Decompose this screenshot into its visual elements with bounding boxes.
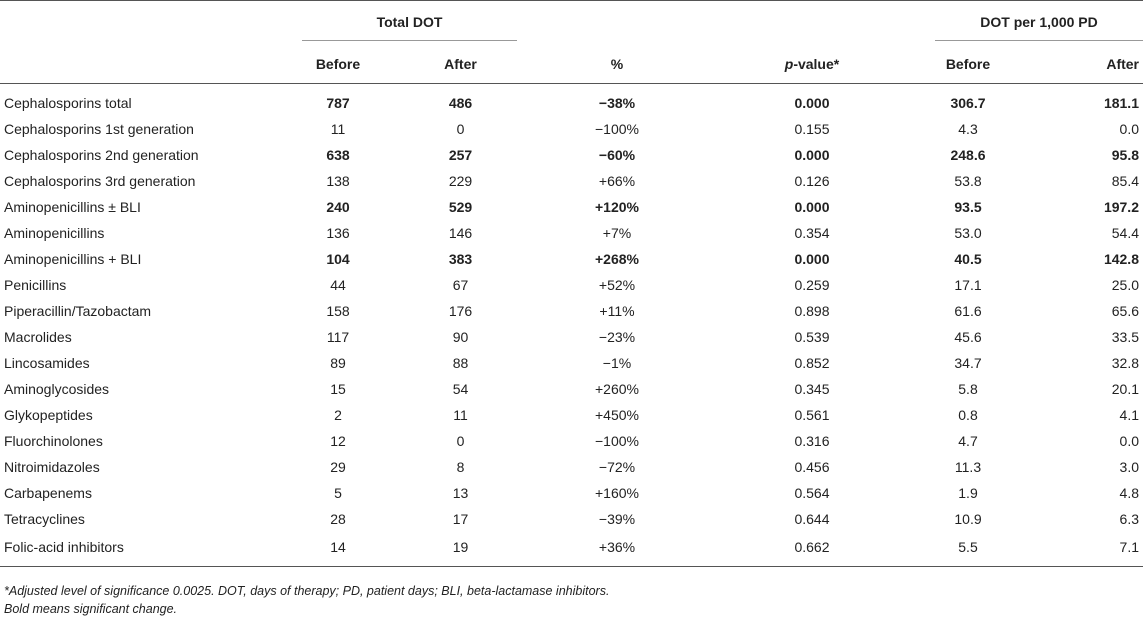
cell-percent-change: −100% [595,433,639,449]
cell-pd-after: 6.3 [1119,511,1139,527]
header-empty-cell [517,1,717,46]
footnote-significance: *Adjusted level of significance 0.0025. DOT, days of therapy; PD, patient days; BLI, beta-lactamase inhibitors. [4,584,610,598]
cell-pvalue: 0.000 [794,251,830,267]
cell-pd-after: 7.1 [1029,532,1143,567]
cell-dot-before: 240 [326,199,350,215]
cell-percent-change: +7% [602,225,632,241]
cell-pd-before: 5.8 [958,381,978,397]
cell-percent-change: +11% [599,303,635,319]
cell-pd-after: 95.8 [1111,147,1139,163]
cell-dot-after: 67 [452,277,469,293]
cell-pd-after: 0.0 [1119,433,1139,449]
cell-pvalue: 0.561 [794,407,830,423]
footnotes [4,582,609,618]
cell-pd-before: 5.5 [907,532,1029,567]
cell-pd-before: 4.3 [958,121,978,137]
cell-pd-before: 4.7 [958,433,978,449]
row-label: Lincosamides [4,355,90,371]
cell-pvalue: 0.564 [794,485,830,501]
cell-pd-before: 11.3 [954,459,982,475]
pvalue-p-label: p [784,56,794,72]
cell-percent-change: −38% [598,95,636,111]
row-label: Macrolides [4,329,72,345]
cell-percent-change: +160% [595,485,639,501]
cell-dot-after: 54 [452,381,469,397]
cell-pvalue: 0.316 [794,433,830,449]
cell-pvalue: 0.644 [794,511,830,527]
table-body [0,84,1143,567]
cell-pvalue: 0.852 [794,355,830,371]
cell-dot-before: 44 [330,277,346,293]
cell-pd-after: 85.4 [1111,173,1139,189]
table-row [0,246,1143,272]
header-column-row [0,45,1143,84]
cell-pd-after: 25.0 [1111,277,1139,293]
cell-percent-change: −60% [598,147,636,163]
cell-pvalue: 0.898 [794,303,830,319]
cell-percent-change: +120% [595,199,639,215]
cell-percent-change: +450% [595,407,639,423]
row-label: Cephalosporins 2nd generation [4,147,199,163]
cell-pd-after: 181.1 [1103,95,1139,111]
cell-dot-before: 2 [334,407,342,423]
cell-pd-before: 10.9 [954,511,982,527]
total-dot-label: Total DOT [376,14,443,30]
col-header-pd-before: Before [907,45,1029,84]
header-group-row [0,1,1143,46]
table-row [0,168,1143,194]
cell-pd-after: 32.8 [1111,355,1139,371]
cell-dot-after: 0 [456,121,465,137]
cell-percent-change: −1% [602,355,632,371]
cell-percent-change: +268% [595,251,639,267]
cell-pd-before: 61.6 [954,303,982,319]
cell-dot-before: 787 [326,95,350,111]
header-empty-cell [0,45,272,84]
header-empty-cell [717,1,907,46]
col-header-pvalue [717,45,907,84]
table-row [0,506,1143,532]
cell-pd-before: 93.5 [954,199,982,215]
cell-pd-after: 0.0 [1119,121,1139,137]
cell-pvalue: 0.345 [794,381,830,397]
cell-percent-change: −39% [598,511,636,527]
cell-pvalue: 0.000 [794,95,830,111]
row-label: Piperacillin/Tazobactam [4,303,152,319]
cell-percent-change: +52% [598,277,636,293]
cell-dot-after: 19 [404,532,517,567]
cell-percent-change: +36% [517,532,717,567]
table-row [0,350,1143,376]
col-header-dot-before: Before [272,45,404,84]
cell-dot-before: 5 [334,485,342,501]
pvalue-rest-label: -value* [793,56,840,72]
cell-pd-before: 45.6 [954,329,982,345]
header-empty-cell [0,1,272,46]
row-label: Carbapenems [4,485,92,501]
cell-dot-before: 15 [330,381,346,397]
row-label: Folic-acid inhibitors [0,532,272,567]
table-row [0,376,1143,402]
table-row [0,324,1143,350]
cell-dot-before: 104 [326,251,350,267]
cell-dot-before: 14 [272,532,404,567]
cell-pd-after: 3.0 [1119,459,1139,475]
cell-dot-before: 11 [330,121,346,137]
cell-pvalue: 0.155 [794,121,830,137]
cell-dot-before: 638 [326,147,350,163]
cell-dot-after: 17 [452,511,469,527]
table-row [0,84,1143,117]
cell-percent-change: −100% [595,121,639,137]
cell-dot-before: 28 [330,511,346,527]
cell-pd-before: 53.0 [954,225,982,241]
footnote-bold-meaning: Bold means significant change. [4,602,178,616]
row-label: Aminopenicillins [4,225,105,241]
row-label: Penicillins [4,277,67,293]
cell-pvalue: 0.000 [794,199,830,215]
cell-dot-after: 90 [452,329,469,345]
table-row [0,142,1143,168]
cell-pvalue: 0.000 [794,147,830,163]
cell-dot-after: 13 [452,485,469,501]
cell-pvalue: 0.456 [794,459,830,475]
cell-pd-before: 17.1 [954,277,982,293]
cell-pvalue: 0.354 [794,225,830,241]
table-row [0,194,1143,220]
cell-pd-after: 33.5 [1111,329,1139,345]
table-row [0,454,1143,480]
cell-dot-before: 29 [330,459,346,475]
row-label: Cephalosporins 3rd generation [4,173,196,189]
cell-dot-after: 11 [453,407,468,423]
cell-pd-before: 248.6 [950,147,986,163]
cell-dot-after: 257 [448,147,473,163]
row-label: Fluorchinolones [4,433,103,449]
cell-percent-change: −23% [598,329,636,345]
total-dot-group-header [272,1,517,46]
cell-dot-after: 229 [448,173,473,189]
col-header-percent: % [517,45,717,84]
cell-pd-before: 34.7 [954,355,982,371]
row-label: Cephalosporins 1st generation [4,121,194,137]
cell-pd-before: 53.8 [954,173,982,189]
cell-pd-after: 197.2 [1103,199,1139,215]
row-label: Cephalosporins total [4,95,132,111]
cell-dot-before: 138 [326,173,350,189]
cell-pvalue: 0.539 [794,329,830,345]
col-header-pd-after: After [1029,45,1143,84]
cell-dot-after: 0 [456,433,465,449]
row-label: Glykopeptides [4,407,93,423]
cell-dot-after: 146 [448,225,473,241]
cell-percent-change: +260% [595,381,639,397]
table-row [0,272,1143,298]
dot-per-pd-label: DOT per 1,000 PD [980,14,1098,30]
cell-percent-change: +66% [598,173,636,189]
table-row [0,428,1143,454]
cell-pvalue: 0.662 [717,532,907,567]
cell-dot-after: 8 [456,459,465,475]
cell-dot-after: 529 [448,199,473,215]
cell-pvalue: 0.259 [794,277,830,293]
cell-dot-before: 12 [330,433,346,449]
cell-dot-before: 117 [326,329,350,345]
cell-pd-before: 306.7 [950,95,986,111]
cell-dot-after: 383 [448,251,473,267]
cell-dot-after: 176 [448,303,473,319]
cell-pd-after: 65.6 [1111,303,1139,319]
table-row [0,480,1143,506]
cell-pd-before: 1.9 [958,485,978,501]
cell-percent-change: −72% [598,459,636,475]
cell-pvalue: 0.126 [794,173,830,189]
cell-pd-after: 142.8 [1103,251,1139,267]
row-label: Nitroimidazoles [4,459,100,475]
cell-pd-after: 54.4 [1111,225,1139,241]
row-label: Aminopenicillins ± BLI [4,199,141,215]
cell-dot-after: 486 [448,95,473,111]
cell-dot-after: 88 [452,355,469,371]
table-row [0,532,1143,567]
table-row [0,220,1143,246]
col-header-dot-after: After [404,45,517,84]
cell-dot-before: 136 [326,225,350,241]
row-label: Tetracyclines [4,511,85,527]
table-row [0,116,1143,142]
table-row [0,402,1143,428]
cell-pd-before: 40.5 [954,251,982,267]
cell-dot-before: 158 [326,303,350,319]
cell-pd-after: 4.1 [1119,407,1139,423]
cell-pd-after: 4.8 [1119,485,1139,501]
table-row [0,298,1143,324]
row-label: Aminopenicillins + BLI [4,251,142,267]
row-label: Aminoglycosides [4,381,110,397]
cell-pd-after: 20.1 [1111,381,1139,397]
dot-per-pd-group-header [907,1,1143,46]
cell-pd-before: 0.8 [958,407,978,423]
cell-dot-before: 89 [330,355,346,371]
